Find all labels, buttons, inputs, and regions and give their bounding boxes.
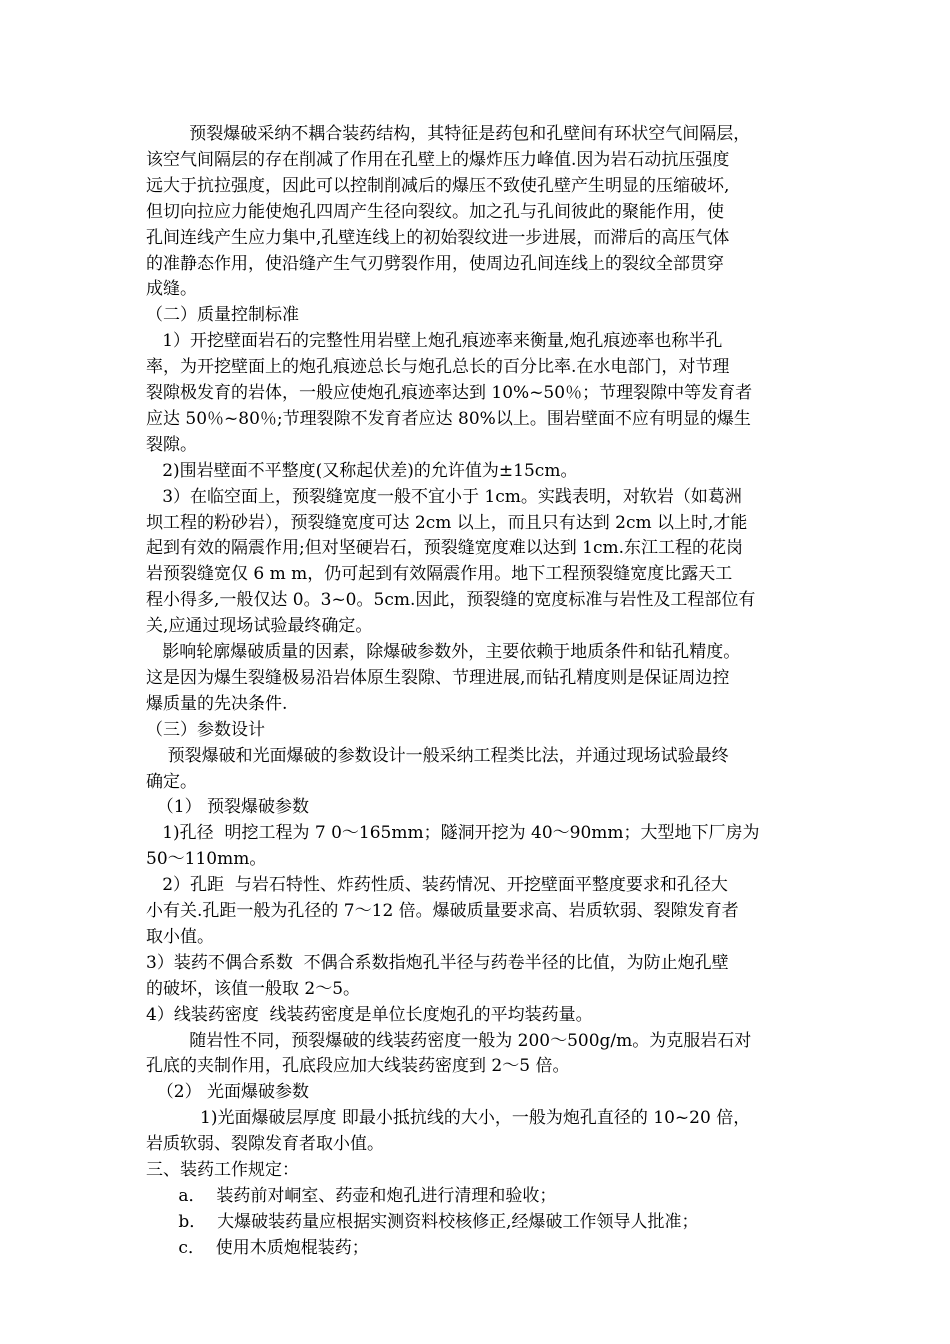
text-line: 孔底的夹制作用，孔底段应加大线装药密度到 2～5 倍。 <box>146 1056 570 1077</box>
text-line: 远大于抗拉强度，因此可以控制削减后的爆压不致使孔壁产生明显的压缩破坏, <box>146 175 730 196</box>
text-line: 关,应通过现场试验最终确定。 <box>146 616 373 637</box>
text-line: 起到有效的隔震作用;但对坚硬岩石，预裂缝宽度难以达到 1cm.东江工程的花岗 <box>146 538 743 559</box>
text-line: 的破坏，该值一般取 2～5。 <box>146 978 361 999</box>
text-line: 1)孔径 明挖工程为 7 0～165mm；隧洞开挖为 40～90mm；大型地下厂房为 <box>146 823 760 844</box>
text-line: 随岩性不同，预裂爆破的线装药密度一般为 200～500g/m。为克服岩石对 <box>146 1030 752 1051</box>
text-line: a． 装药前对峒室、药壶和炮孔进行清理和验收； <box>146 1185 557 1206</box>
text-line: 三、装药工作规定： <box>146 1160 299 1180</box>
text-line: 预裂爆破和光面爆破的参数设计一般采纳工程类比法，并通过现场试验最终 <box>146 745 729 766</box>
text-line: 50～110mm。 <box>146 849 267 870</box>
text-line: （2） 光面爆破参数 <box>146 1082 310 1103</box>
text-line: 裂隙。 <box>146 434 197 455</box>
text-line: （三）参数设计 <box>146 719 265 740</box>
text-line: 1）开挖壁面岩石的完整性用岩壁上炮孔痕迹率来衡量,炮孔痕迹率也称半孔 <box>146 331 723 352</box>
text-line: 的准静态作用，使沿缝产生气刃劈裂作用，使周边孔间连线上的裂纹全部贯穿 <box>146 253 724 274</box>
text-line: 该空气间隔层的存在削减了作用在孔壁上的爆炸压力峰值.因为岩石动抗压强度 <box>146 149 730 170</box>
text-line: 孔间连线产生应力集中,孔壁连线上的初始裂纹进一步进展，而滞后的高压气体 <box>146 227 730 248</box>
text-line: 影响轮廓爆破质量的因素，除爆破参数外，主要依赖于地质条件和钻孔精度。 <box>146 642 741 662</box>
text-line: 爆质量的先决条件. <box>146 693 288 714</box>
text-line: （二）质量控制标准 <box>146 305 299 326</box>
text-line: 岩预裂缝宽仅 6 m m，仍可起到有效隔震作用。地下工程预裂缝宽度比露天工 <box>146 564 733 585</box>
text-line: 成缝。 <box>146 279 197 300</box>
text-line: （1） 预裂爆破参数 <box>146 797 310 818</box>
text-line: 预裂爆破采纳不耦合装药结构，其特征是药包和孔壁间有环状空气间隔层， <box>146 124 751 144</box>
text-line: 程小得多,一般仅达 0。3~0。5cm.因此，预裂缝的宽度标准与岩性及工程部位有 <box>146 590 756 611</box>
text-line: 2)围岩壁面不平整度(又称起伏差)的允许值为±15cm。 <box>146 460 578 481</box>
text-line: 但切向拉应力能使炮孔四周产生径向裂纹。加之孔与孔间彼此的聚能作用，使 <box>146 201 724 222</box>
text-line: 率，为开挖壁面上的炮孔痕迹总长与炮孔总长的百分比率.在水电部门，对节理 <box>146 357 730 378</box>
text-line: 取小值。 <box>146 926 214 947</box>
text-line: 小有关.孔距一般为孔径的 7～12 倍。爆破质量要求高、岩质软弱、裂隙发育者 <box>146 901 739 921</box>
text-line: 坝工程的粉砂岩），预裂缝宽度可达 2cm 以上，而且只有达到 2cm 以上时,才能 <box>146 512 748 533</box>
text-line: 确定。 <box>146 771 197 792</box>
text-line: 3）装药不偶合系数 不偶合系数指炮孔半径与药卷半径的比值，为防止炮孔壁 <box>146 952 729 973</box>
text-line: b． 大爆破装药量应根据实测资料校核修正,经爆破工作领导人批准； <box>146 1211 699 1232</box>
text-line: 3）在临空面上，预裂缝宽度一般不宜小于 1cm。实践表明，对软岩（如葛洲 <box>146 486 742 507</box>
text-line: c． 使用木质炮棍装药； <box>146 1237 369 1258</box>
text-line: 应达 50％~80％;节理裂隙不发育者应达 80%以上。围岩壁面不应有明显的爆生 <box>146 408 751 429</box>
text-line: 1)光面爆破层厚度 即最小抵抗线的大小，一般为炮孔直径的 10~20 倍， <box>146 1108 751 1129</box>
text-line: 裂隙极发育的岩体，一般应使炮孔痕迹率达到 10%~50％；节理裂隙中等发育者 <box>146 383 753 403</box>
text-line: 2）孔距 与岩石特性、炸药性质、装药情况、开挖壁面平整度要求和孔径大 <box>146 875 728 896</box>
text-line: 岩质软弱、裂隙发育者取小值。 <box>146 1134 384 1155</box>
text-line: 4）线装药密度 线装药密度是单位长度炮孔的平均装药量。 <box>146 1004 593 1025</box>
text-line: 这是因为爆生裂缝极易沿岩体原生裂隙、节理进展,而钻孔精度则是保证周边控 <box>146 667 730 688</box>
